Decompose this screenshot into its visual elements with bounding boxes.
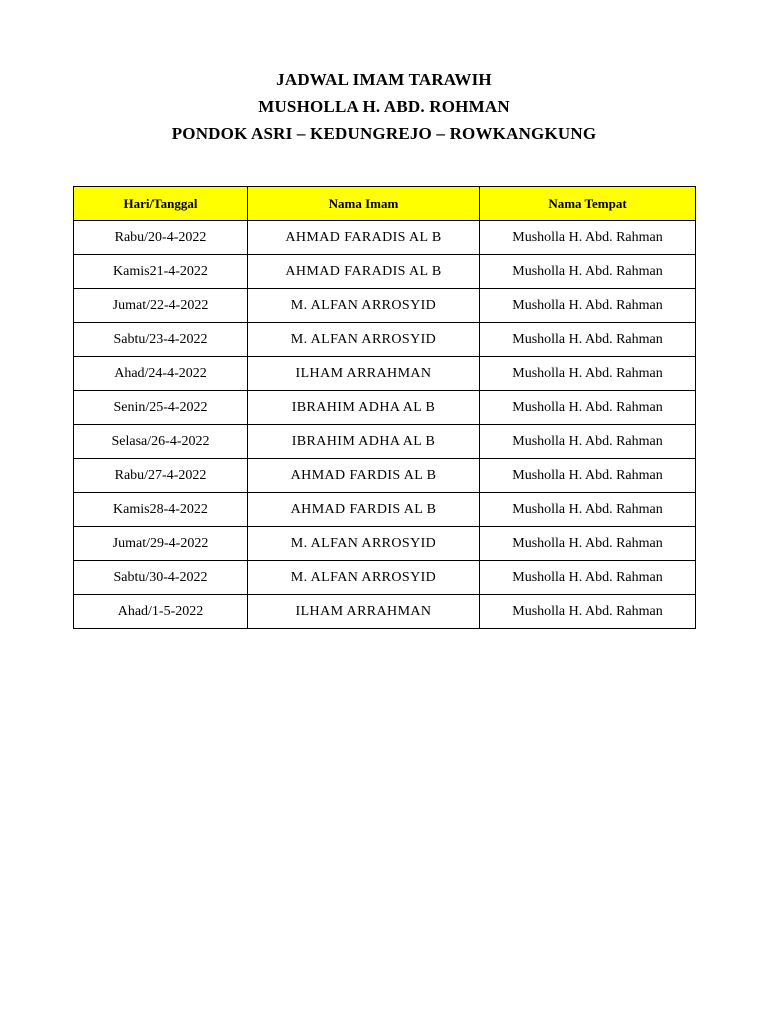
cell-nama-imam: M. ALFAN ARROSYID — [248, 527, 480, 561]
cell-hari-tanggal: Jumat/22-4-2022 — [74, 289, 248, 323]
cell-nama-imam: AHMAD FARADIS AL B — [248, 221, 480, 255]
table-row — [74, 289, 696, 323]
cell-nama-tempat: Musholla H. Abd. Rahman — [480, 527, 696, 561]
cell-hari-tanggal: Kamis21-4-2022 — [74, 255, 248, 289]
cell-nama-imam: M. ALFAN ARROSYID — [248, 561, 480, 595]
document-subtitle-mosque: MUSHOLLA H. ABD. ROHMAN — [258, 97, 510, 116]
cell-nama-imam: AHMAD FARDIS AL B — [248, 459, 480, 493]
cell-hari-tanggal: Selasa/26-4-2022 — [74, 425, 248, 459]
table-row — [74, 561, 696, 595]
table-row — [74, 323, 696, 357]
cell-hari-tanggal: Jumat/29-4-2022 — [74, 527, 248, 561]
cell-nama-imam: AHMAD FARADIS AL B — [248, 255, 480, 289]
cell-hari-tanggal: Rabu/27-4-2022 — [74, 459, 248, 493]
table-body — [74, 221, 696, 629]
document-title: JADWAL IMAM TARAWIH — [276, 70, 492, 89]
cell-nama-imam: AHMAD FARDIS AL B — [248, 493, 480, 527]
cell-nama-imam: ILHAM ARRAHMAN — [248, 357, 480, 391]
cell-hari-tanggal: Rabu/20-4-2022 — [74, 221, 248, 255]
cell-hari-tanggal: Senin/25-4-2022 — [74, 391, 248, 425]
cell-hari-tanggal: Sabtu/30-4-2022 — [74, 561, 248, 595]
table-row — [74, 391, 696, 425]
cell-nama-tempat: Musholla H. Abd. Rahman — [480, 425, 696, 459]
header-nama-imam: Nama Imam — [248, 187, 480, 221]
cell-nama-tempat: Musholla H. Abd. Rahman — [480, 323, 696, 357]
cell-nama-imam: M. ALFAN ARROSYID — [248, 289, 480, 323]
cell-nama-imam: ILHAM ARRAHMAN — [248, 595, 480, 629]
cell-hari-tanggal: Ahad/1-5-2022 — [74, 595, 248, 629]
cell-nama-tempat: Musholla H. Abd. Rahman — [480, 493, 696, 527]
table-header-row — [74, 187, 696, 221]
table-row — [74, 255, 696, 289]
header-nama-tempat: Nama Tempat — [480, 187, 696, 221]
table-row — [74, 527, 696, 561]
header-hari-tanggal: Hari/Tanggal — [74, 187, 248, 221]
cell-nama-tempat: Musholla H. Abd. Rahman — [480, 289, 696, 323]
cell-nama-tempat: Musholla H. Abd. Rahman — [480, 357, 696, 391]
cell-nama-tempat: Musholla H. Abd. Rahman — [480, 561, 696, 595]
document-subtitle-location: PONDOK ASRI – KEDUNGREJO – ROWKANGKUNG — [171, 124, 597, 143]
table-row — [74, 595, 696, 629]
table-row — [74, 425, 696, 459]
cell-nama-tempat: Musholla H. Abd. Rahman — [480, 255, 696, 289]
cell-nama-tempat: Musholla H. Abd. Rahman — [480, 459, 696, 493]
cell-nama-tempat: Musholla H. Abd. Rahman — [480, 391, 696, 425]
cell-nama-imam: IBRAHIM ADHA AL B — [248, 391, 480, 425]
title-block — [0, 66, 768, 147]
cell-nama-tempat: Musholla H. Abd. Rahman — [480, 595, 696, 629]
cell-nama-imam: IBRAHIM ADHA AL B — [248, 425, 480, 459]
cell-nama-tempat: Musholla H. Abd. Rahman — [480, 221, 696, 255]
schedule-table — [73, 186, 696, 629]
cell-nama-imam: M. ALFAN ARROSYID — [248, 323, 480, 357]
table-row — [74, 357, 696, 391]
table-row — [74, 221, 696, 255]
cell-hari-tanggal: Ahad/24-4-2022 — [74, 357, 248, 391]
cell-hari-tanggal: Sabtu/23-4-2022 — [74, 323, 248, 357]
table-row — [74, 459, 696, 493]
cell-hari-tanggal: Kamis28-4-2022 — [74, 493, 248, 527]
table-row — [74, 493, 696, 527]
